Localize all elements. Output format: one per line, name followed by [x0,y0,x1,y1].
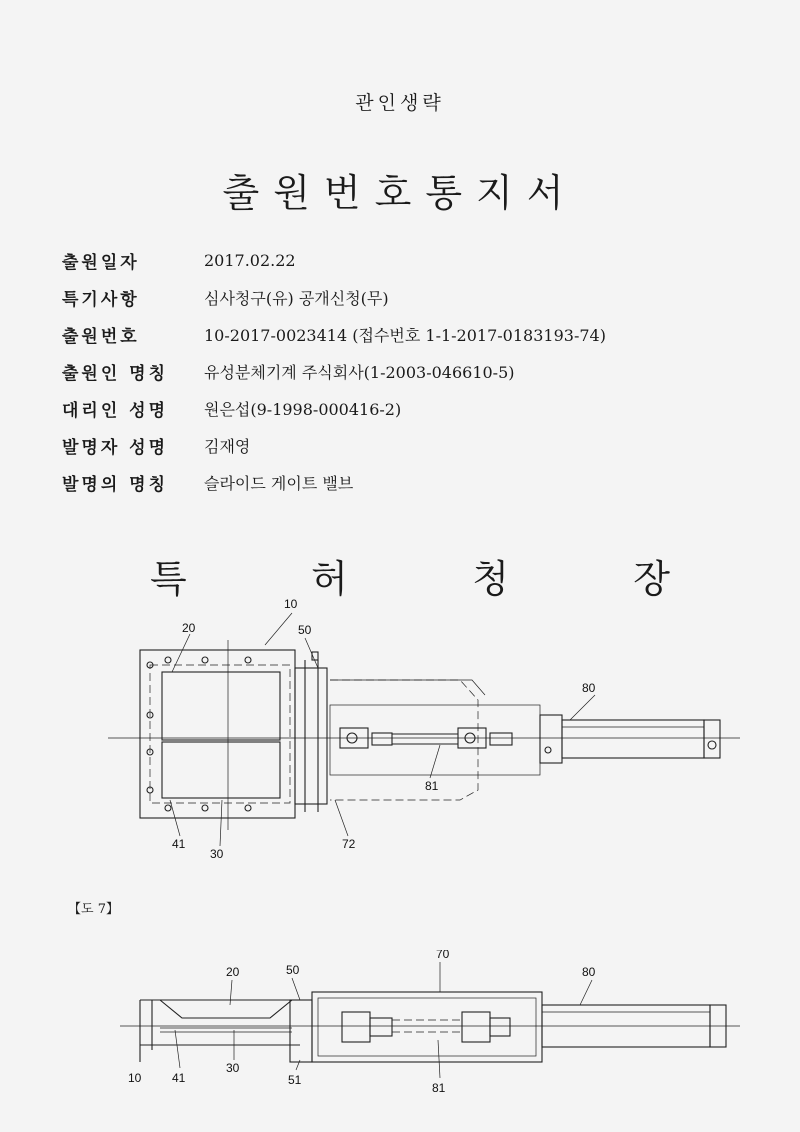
field-row [62,427,762,464]
ref-41-top: 41 [172,837,186,851]
ref-51-bottom: 51 [288,1073,302,1087]
field-row [62,279,762,316]
field-value: 심사청구(유) 공개신청(무) [204,289,389,308]
patent-title-char: 청 [472,557,509,601]
ref-50-bottom: 50 [286,963,300,977]
field-value: 2017.02.22 [204,251,296,270]
patent-title-char: 허 [311,557,348,601]
field-row [62,464,762,501]
field-label: 발명의 명칭 [62,475,169,495]
field-label: 출원일자 [62,253,140,273]
ref-10-bottom: 10 [128,1071,142,1085]
figure-top-drawing [0,590,800,870]
ref-41-bottom: 41 [172,1071,186,1085]
figure-caption: 【도 7】 [68,902,119,917]
field-label: 출원인 명칭 [62,364,169,384]
patent-title-char: 특 [150,557,187,601]
field-value: 유성분체기계 주식회사(1-2003-046610-5) [204,363,515,382]
field-row [62,353,762,390]
ref-50-top: 50 [298,623,312,637]
field-label: 대리인 성명 [62,401,169,421]
ref-80-top: 80 [582,681,596,695]
seal-omitted-note: 관인생략 [355,92,445,114]
ref-81-top: 81 [425,779,439,793]
ref-30-top: 30 [210,847,224,861]
ref-81-bottom: 81 [432,1081,446,1095]
application-fields [62,242,762,501]
field-row [62,316,762,353]
field-value: 10-2017-0023414 (접수번호 1-1-2017-0183193-74) [204,326,606,345]
ref-10-top: 10 [284,597,298,611]
ref-80-bottom: 80 [582,965,596,979]
figure-bottom-drawing [0,950,800,1100]
ref-72-top: 72 [342,837,356,851]
patent-title-char: 장 [633,557,670,601]
field-value: 김재영 [204,437,251,456]
ref-20-top: 20 [182,621,196,635]
field-value: 원은섭(9-1998-000416-2) [204,400,402,419]
field-label: 출원번호 [62,327,140,347]
field-row [62,390,762,427]
field-label: 특기사항 [62,290,140,310]
document-title: 출원번호통지서 [222,171,578,215]
ref-70-bottom: 70 [436,950,450,961]
field-label: 발명자 성명 [62,438,169,458]
field-row [62,242,762,279]
field-value: 슬라이드 게이트 밸브 [204,474,354,493]
ref-20-bottom: 20 [226,965,240,979]
ref-30-bottom: 30 [226,1061,240,1075]
